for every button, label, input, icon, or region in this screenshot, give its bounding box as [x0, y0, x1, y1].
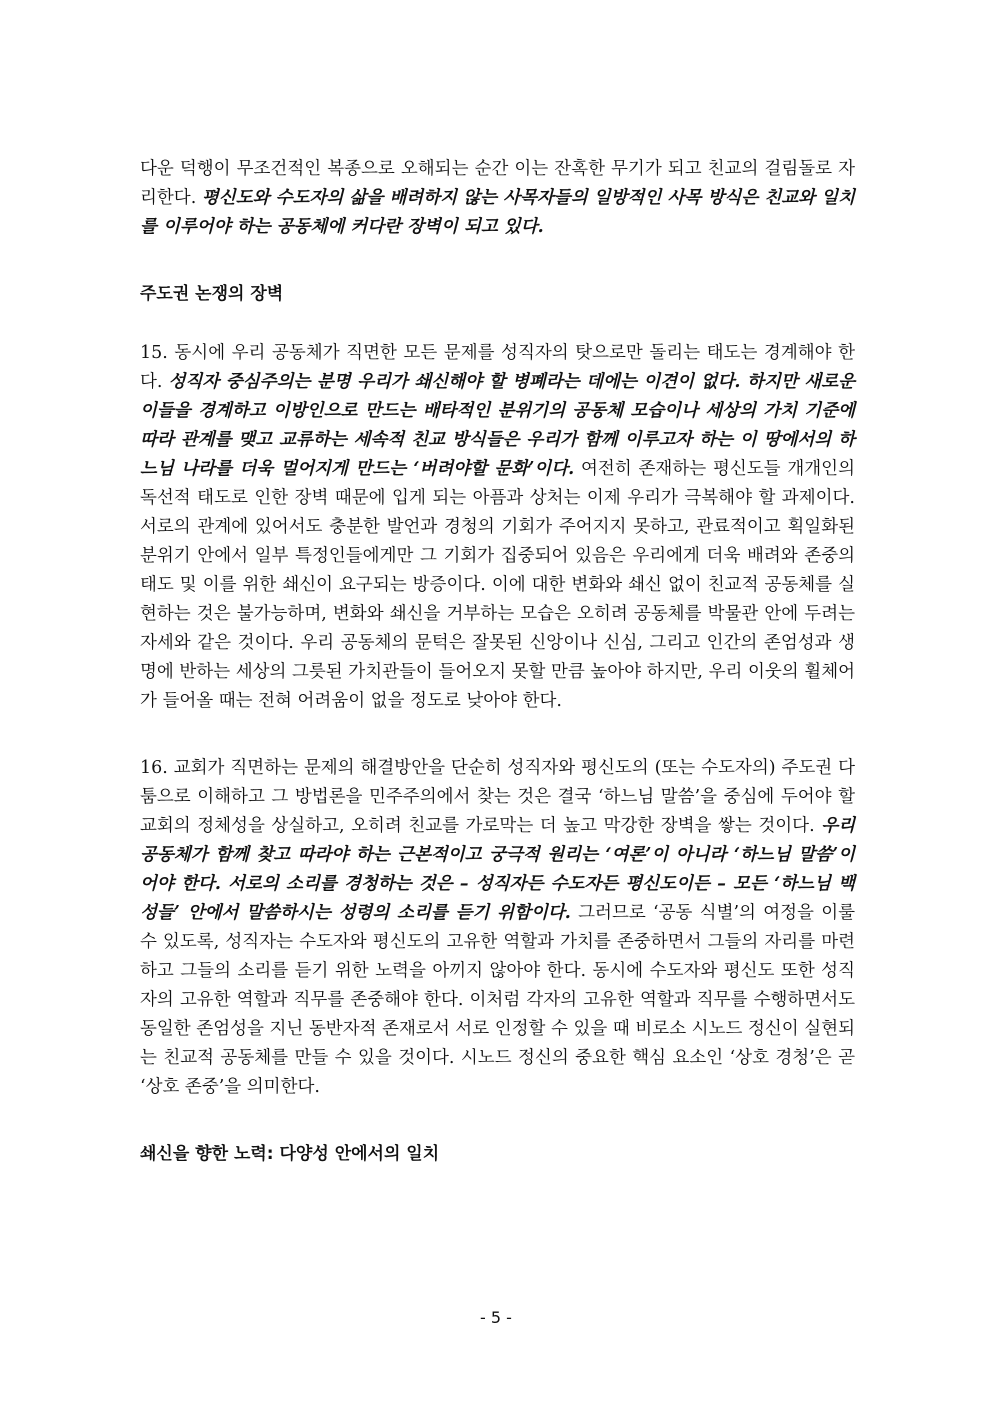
- paragraph-text: 15. 동시에 우리 공동체가 직면한 모든 문제를 성직자의 탓으로만 돌리는 태도는 경계해야 한다.: [140, 343, 855, 392]
- paragraph-continuation: [140, 155, 855, 242]
- emphasis-text: 성직자 중심주의는 분명 우리가 쇄신해야 할 병폐라는 데에는 이견이 없다. 하지만 새로운 이들을 경계하고 이방인으로 만드는 배타적인 분위기의 공동체 모습이나 세상의 가치 기준에 따라 관계를 맺고 교류하는 세속적 친교 방식들은 우리가 함께 이루고자 하는 이 땅에서의 하느님 나라를 더욱 멀어지게 만드는 ‘버려야할 문화’이다.: [140, 372, 855, 479]
- section-heading: 쇄신을 향한 노력: 다양성 안에서의 일치: [140, 1144, 440, 1164]
- paragraph-text: 16. 교회가 직면하는 문제의 해결방안을 단순히 성직자와 평신도의 (또는 수도자의) 주도권 다툼으로 이해하고 그 방법론을 민주주의에서 찾는 것은 결국 ‘하느님 말씀’을 중심에 두어야 할 교회의 정체성을 상실하고, 오히려 친교를 가로막는 더 높고 막강한 장벽을 쌓는 것이다.: [140, 758, 855, 836]
- paragraph-text: 여전히 존재하는 평신도들 개개인의 독선적 태도로 인한 장벽 때문에 입게 되는 아픔과 상처는 이제 우리가 극복해야 할 과제이다. 서로의 관계에 있어서도 충분한 발언과 경청의 기회가 주어지지 못하고, 관료적이고 획일화된 분위기 안에서 일부 특정인들에게만 그 기회가 집중되어 있음은 우리에게 더욱 배려와 존중의 태도 및 이를 위한 쇄신이 요구되는 방증이다. 이에 대한 변화와 쇄신 없이 친교적 공동체를 실현하는 것은 불가능하며, 변화와 쇄신을 거부하는 모습은 오히려 공동체를 박물관 안에 두려는 자세와 같은 것이다. 우리 공동체의 문턱은 잘못된 신앙이나 신심, 그리고 인간의 존엄성과 생명에 반하는 세상의 그릇된 가치관들이 들어오지 못할 만큼 높아야 하지만, 우리 이웃의 휠체어가 들어올 때는 전혀 어려움이 없을 정도로 낮아야 한다.: [140, 459, 855, 711]
- paragraph-text: 다운 덕행이 무조건적인 복종으로 오해되는 순간 이는 잔혹한 무기가 되고 친교의 걸림돌로 자리한다.: [140, 159, 855, 208]
- paragraph-16: [140, 754, 855, 1102]
- section-heading: 주도권 논쟁의 장벽: [140, 284, 284, 304]
- paragraph-text: 그러므로 ‘공동 식별’의 여정을 이룰 수 있도록, 성직자는 수도자와 평신도의 고유한 역할과 가치를 존중하면서 그들의 자리를 마련하고 그들의 소리를 듣기 위한 노력을 아끼지 않아야 한다. 동시에 수도자와 평신도 또한 성직자의 고유한 역할과 직무를 존중해야 한다. 이처럼 각자의 고유한 역할과 직무를 수행하면서도 동일한 존엄성을 지닌 동반자적 존재로서 서로 인정할 수 있을 때 비로소 시노드 정신이 실현되는 친교적 공동체를 만들 수 있을 것이다. 시노드 정신의 중요한 핵심 요소인 ‘상호 경청’은 곧 ‘상호 존중’을 의미한다.: [140, 903, 855, 1097]
- document-body: [140, 155, 855, 1169]
- emphasis-text: 평신도와 수도자의 삶을 배려하지 않는 사목자들의 일방적인 사목 방식은 친교와 일치를 이루어야 하는 공동체에 커다란 장벽이 되고 있다.: [140, 188, 855, 237]
- page-number: - 5 -: [480, 1308, 512, 1327]
- paragraph-15: [140, 339, 855, 716]
- emphasis-text: 우리 공동체가 함께 찾고 따라야 하는 근본적이고 궁극적 원리는 ‘여론’이 아니라 ‘하느님 말씀’이어야 한다. 서로의 소리를 경청하는 것은 – 성직자든 수도자든 평신도이든 – 모든 ‘하느님 백성들’ 안에서 말씀하시는 성령의 소리를 듣기 위함이다.: [140, 816, 855, 923]
